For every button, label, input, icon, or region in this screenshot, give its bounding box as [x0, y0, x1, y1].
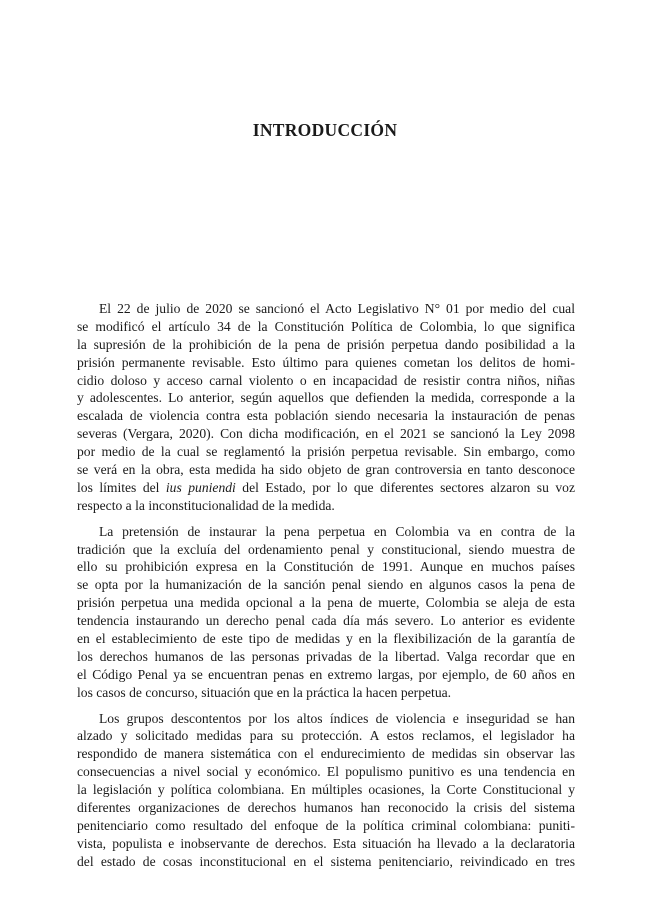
paragraph — [77, 300, 575, 515]
text-line: respondido de manera sistemática con el endurecimiento de medidas sin observar las — [77, 746, 575, 762]
text-line: diferentes organizaciones de derechos humanos han reconocido la crisis del sistema — [77, 800, 575, 816]
text-line: Los grupos descontentos por los altos índices de violencia e inseguridad se han — [99, 710, 575, 726]
text-line: vista, populista e inobservante de derechos. Esta situación ha llevado a la declaratoria — [77, 835, 575, 851]
text-line: tradición que la excluía del ordenamiento penal y constitucional, siendo muestra de — [77, 541, 575, 557]
text-line: La pretensión de instaurar la pena perpetua en Colombia va en contra de la — [99, 523, 575, 539]
text-line: penitenciario como resultado del enfoque de la política criminal colombiana: puniti- — [77, 817, 575, 833]
text-line: tendencia instaurando un derecho penal cada día más severo. Lo anterior es evidente — [77, 613, 575, 629]
chapter-title: INTRODUCCIÓN — [252, 120, 398, 140]
paragraph — [77, 523, 575, 702]
text-line: El 22 de julio de 2020 se sancionó el Acto Legislativo N° 01 por medio del cual — [99, 301, 575, 316]
text-line: prisión perpetua una medida opcional a la pena de muerte, Colombia se aleja de esta — [77, 595, 575, 611]
text-line: ello su prohibición expresa en la Constitución de 1991. Aunque en muchos países — [77, 559, 575, 575]
text-line: se modificó el artículo 34 de la Constitución Política de Colombia, lo que significa — [77, 318, 575, 334]
text-line: respecto a la inconstitucionalidad de la medida. — [77, 497, 335, 513]
text-line: cidio doloso y acceso carnal violento o en incapacidad de resistir contra niños, niñas — [77, 372, 575, 388]
text-line: escalada de violencia contra esta población siendo necesaria la instauración de penas — [77, 408, 575, 424]
text-line: alzado y solicitado medidas para su protección. A estos reclamos, el legislador ha — [77, 728, 575, 744]
text-line: los límites del ius puniendi del Estado, por lo que diferentes sectores alzaron su voz — [77, 479, 575, 495]
text-line: se opta por la humanización de la sanción penal siendo en algunos casos la pena de — [77, 577, 575, 593]
body-text — [77, 300, 575, 871]
paragraph — [77, 710, 575, 871]
text-line: severas (Vergara, 2020). Con dicha modificación, en el 2021 se sancionó la Ley 2098 — [77, 426, 575, 442]
text-line: consecuencias a nivel social y económico. El populismo punitivo es una tendencia en — [77, 764, 575, 780]
text-line: en el establecimiento de este tipo de medidas y en la flexibilización de la garantía de — [77, 631, 575, 647]
paragraph-gap — [77, 702, 575, 710]
text-line: del estado de cosas inconstitucional en el sistema penitenciario, reivindicado en tres — [77, 853, 575, 869]
text-line: y adolescentes. Lo anterior, según aquellos que defienden la medida, corresponde a la — [77, 390, 575, 406]
paragraph-gap — [77, 515, 575, 523]
text-line: la legislación y política colombiana. En múltiples ocasiones, la Corte Constitucional y — [77, 782, 575, 798]
text-line: por medio de la cual se reglamentó la prisión perpetua revisable. Sin embargo, como — [77, 444, 575, 460]
text-line: la supresión de la prohibición de la pena de prisión perpetua dando posibilidad a la — [77, 336, 575, 352]
text-line: se verá en la obra, esta medida ha sido objeto de gran controversia en tanto desconoce — [77, 462, 575, 478]
text-line: el Código Penal ya se encuentran penas en extremo largas, por ejemplo, de 60 años en — [77, 666, 575, 682]
text-line: los casos de concurso, situación que en la práctica la hacen perpetua. — [77, 684, 452, 700]
text-line: prisión permanente revisable. Esto último para quienes cometan los delitos de homi- — [77, 354, 575, 370]
text-line: los derechos humanos de las personas privadas de la libertad. Valga recordar que en — [77, 648, 575, 664]
